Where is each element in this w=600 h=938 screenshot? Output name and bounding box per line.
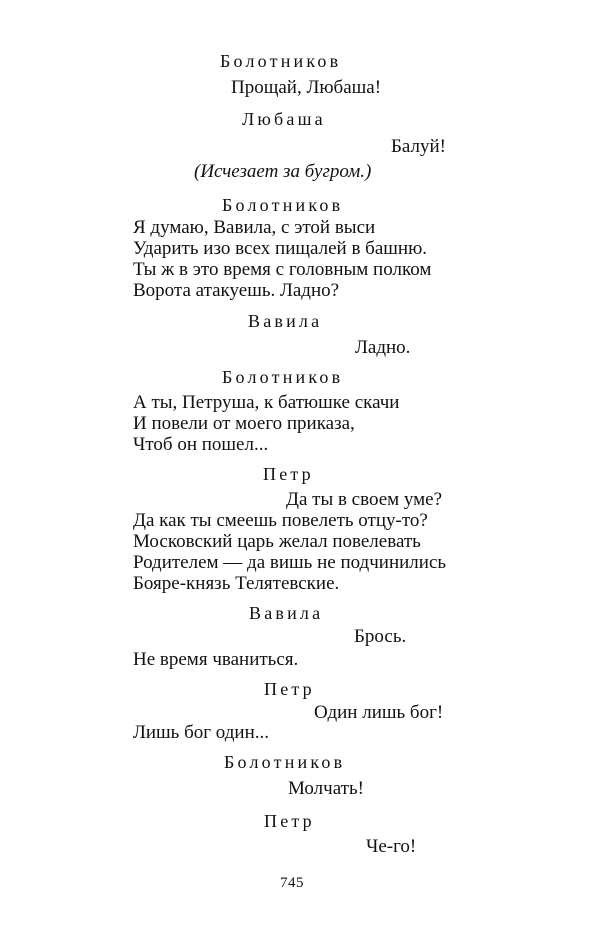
dialogue-line: Ты ж в это время с головным полком — [133, 259, 432, 280]
dialogue-line: А ты, Петруша, к батюшке скачи — [133, 392, 400, 413]
dialogue-line: Ладно. — [355, 337, 411, 358]
speaker-petr: Петр — [264, 679, 315, 699]
dialogue-line: Брось. — [354, 626, 407, 647]
dialogue-line: И повели от моего приказа, — [133, 413, 355, 434]
dialogue-line: Чтоб он пошел... — [133, 434, 269, 455]
dialogue-line: Да как ты смеешь повелеть отцу-то? — [133, 510, 428, 531]
speaker-lyubasha: Любаша — [242, 109, 326, 129]
speaker-bolotnikov: Болотников — [222, 367, 344, 387]
dialogue-line: Родителем — да вишь не подчинились — [133, 552, 447, 573]
stage-direction: (Исчезает за бугром.) — [194, 161, 372, 182]
dialogue-line: Балуй! — [391, 136, 446, 157]
dialogue-line: Да ты в своем уме? — [286, 489, 443, 510]
dialogue-line: Не время чваниться. — [133, 649, 299, 670]
speaker-vavila: Вавила — [248, 311, 323, 331]
dialogue-line: Московский царь желал повелевать — [133, 531, 421, 552]
dialogue-line: Я думаю, Вавила, с этой выси — [133, 217, 376, 238]
speaker-petr: Петр — [263, 464, 314, 484]
speaker-bolotnikov: Болотников — [220, 51, 342, 71]
speaker-vavila: Вавила — [249, 603, 324, 623]
speaker-petr: Петр — [264, 811, 315, 831]
dialogue-line: Молчать! — [288, 778, 364, 799]
dialogue-line: Ударить изо всех пищалей в башню. — [133, 238, 428, 259]
speaker-bolotnikov: Болотников — [224, 752, 346, 772]
dialogue-line: Один лишь бог! — [314, 702, 444, 723]
dialogue-line: Че-го! — [366, 836, 417, 857]
dialogue-line: Ворота атакуешь. Ладно? — [133, 280, 340, 301]
dialogue-line: Прощай, Любаша! — [231, 77, 382, 98]
dialogue-line: Лишь бог один... — [133, 722, 270, 743]
page-number: 745 — [280, 875, 304, 891]
dialogue-line: Бояре-князь Телятевские. — [133, 573, 340, 594]
speaker-bolotnikov: Болотников — [222, 195, 344, 215]
